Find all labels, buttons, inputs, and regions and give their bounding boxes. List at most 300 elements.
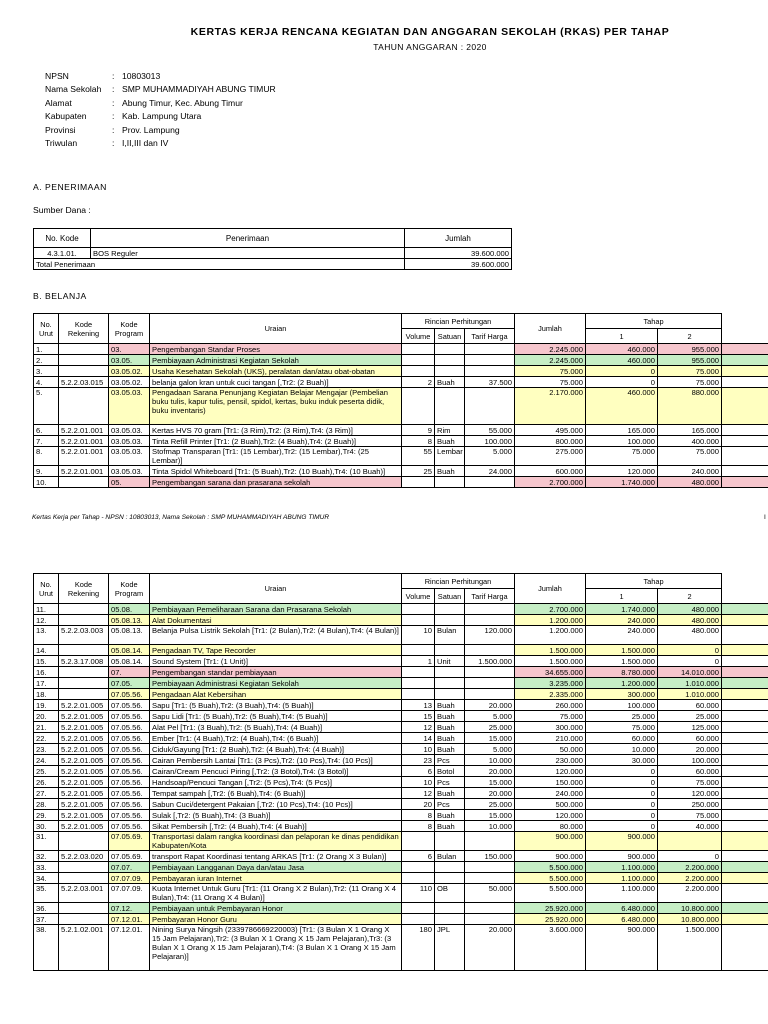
cell-uraian: Pengembangan Standar Proses bbox=[150, 344, 402, 355]
cell-kode-rekening: 5.2.3.17.008 bbox=[59, 656, 109, 667]
section-heading-belanja: B. BELANJA bbox=[33, 291, 87, 301]
cell-jumlah: 1.500.000 bbox=[515, 656, 586, 667]
cell-tahap-3 bbox=[722, 366, 768, 377]
cell-tahap-1: 1.740.000 bbox=[586, 477, 658, 488]
cell-kode-program: 07.05.56. bbox=[109, 799, 150, 810]
cell-jumlah: 1.500.000 bbox=[515, 645, 586, 656]
table-row bbox=[34, 903, 768, 914]
cell-tahap-1: 10.000 bbox=[586, 744, 658, 755]
cell-uraian: Tinta Spidol Whiteboard [Tr1: (5 Buah),Tr2: (10 Buah),Tr4: (10 Buah)] bbox=[150, 466, 402, 477]
cell-tahap-2: 75.000 bbox=[658, 810, 722, 821]
cell-no: 7. bbox=[34, 436, 59, 447]
cell-uraian: Sabun Cuci/detergent Pakaian [,Tr2: (10 Pcs),Tr4: (10 Pcs)] bbox=[150, 799, 402, 810]
cell-kode-program: 07. bbox=[109, 667, 150, 678]
cell-tahap-2: 2.200.000 bbox=[658, 884, 722, 903]
col-header-kode-rekening: Kode Rekening bbox=[59, 574, 109, 604]
cell-tahap-1: 240.000 bbox=[586, 615, 658, 626]
table-row bbox=[34, 914, 768, 925]
cell-tahap-1: 60.000 bbox=[586, 733, 658, 744]
cell-tahap-3 bbox=[722, 884, 768, 903]
cell-volume: 13 bbox=[402, 700, 435, 711]
cell-tahap-3 bbox=[722, 626, 768, 645]
cell-no: 20. bbox=[34, 711, 59, 722]
cell-jumlah: 300.000 bbox=[515, 722, 586, 733]
cell-tahap-2: 0 bbox=[658, 656, 722, 667]
cell-no: 28. bbox=[34, 799, 59, 810]
col-header-jumlah: Jumlah bbox=[515, 314, 586, 344]
cell-tarif: 120.000 bbox=[465, 626, 515, 645]
cell-uraian: Pengembangan standar pembiayaan bbox=[150, 667, 402, 678]
cell-kode-rekening: 5.2.2.01.005 bbox=[59, 733, 109, 744]
cell-uraian: Tempat sampah [,Tr2: (6 Buah),Tr4: (6 Buah)] bbox=[150, 788, 402, 799]
cell-tahap-1: 0 bbox=[586, 766, 658, 777]
cell-uraian: Cairan/Cream Pencuci Piring [,Tr2: (3 Botol),Tr4: (3 Botol)] bbox=[150, 766, 402, 777]
total-label: Total Penerimaan bbox=[34, 259, 405, 270]
cell-no: 36. bbox=[34, 903, 59, 914]
cell-tahap-3 bbox=[722, 689, 768, 700]
cell-volume: 12 bbox=[402, 722, 435, 733]
cell-volume: 55 bbox=[402, 447, 435, 466]
cell-no: 33. bbox=[34, 862, 59, 873]
cell-tarif bbox=[465, 388, 515, 425]
cell-kode-program: 07.05.69. bbox=[109, 851, 150, 862]
cell-kode-program: 05.08. bbox=[109, 604, 150, 615]
col-header-tahap: Tahap bbox=[586, 574, 722, 589]
table-row bbox=[34, 388, 768, 425]
cell-tahap-3 bbox=[722, 766, 768, 777]
cell-tahap-2: 120.000 bbox=[658, 788, 722, 799]
info-label: Kabupaten bbox=[45, 111, 87, 122]
cell-uraian: belanja galon kran untuk cuci tangan [,Tr2: (2 Buah)] bbox=[150, 377, 402, 388]
cell-no: 16. bbox=[34, 667, 59, 678]
cell-satuan: Buah bbox=[435, 722, 465, 733]
cell-kode-program: 07.12.01. bbox=[109, 925, 150, 971]
cell-tahap-3 bbox=[722, 355, 768, 366]
document-subtitle: TAHUN ANGGARAN : 2020 bbox=[373, 42, 487, 52]
cell-volume bbox=[402, 366, 435, 377]
table-row bbox=[34, 466, 768, 477]
cell-tahap-2: 165.000 bbox=[658, 425, 722, 436]
info-row-school-name: Nama Sekolah : SMP MUHAMMADIYAH ABUNG TIMUR bbox=[45, 84, 276, 95]
cell-kode-program: 07.05. bbox=[109, 678, 150, 689]
cell-jumlah: 75.000 bbox=[515, 366, 586, 377]
cell-volume bbox=[402, 832, 435, 851]
cell-tahap-3 bbox=[722, 832, 768, 851]
cell-tahap-3 bbox=[722, 656, 768, 667]
cell-kode-rekening: 5.2.2.01.005 bbox=[59, 722, 109, 733]
cell-uraian: Sound System [Tr1: (1 Unit)] bbox=[150, 656, 402, 667]
cell-no: 29. bbox=[34, 810, 59, 821]
cell-jumlah: 2.335.000 bbox=[515, 689, 586, 700]
cell-tahap-2: 14.010.000 bbox=[658, 667, 722, 678]
page-footer-number: I bbox=[764, 514, 766, 521]
cell-tahap-2: 75.000 bbox=[658, 377, 722, 388]
info-label: Provinsi bbox=[45, 124, 76, 135]
cell-no: 4. bbox=[34, 377, 59, 388]
cell-tahap-2: 75.000 bbox=[658, 366, 722, 377]
cell-no: 30. bbox=[34, 821, 59, 832]
cell-satuan bbox=[435, 355, 465, 366]
cell-jumlah: 240.000 bbox=[515, 788, 586, 799]
cell-volume: 15 bbox=[402, 711, 435, 722]
table-row bbox=[34, 884, 768, 903]
cell-uraian: Pengadaan Alat Kebersihan bbox=[150, 689, 402, 700]
cell-tahap-3 bbox=[722, 700, 768, 711]
cell-uraian: Kuota Internet Untuk Guru [Tr1: (11 Orang X 2 Bulan),Tr2: (11 Orang X 4 Bulan),Tr4: (11 Orang X 4 Bulan)] bbox=[150, 884, 402, 903]
cell-tahap-3 bbox=[722, 925, 768, 971]
cell-volume: 9 bbox=[402, 425, 435, 436]
cell-tahap-3 bbox=[722, 477, 768, 488]
cell-uraian: Sapu [Tr1: (5 Buah),Tr2: (3 Buah),Tr4: (5 Buah)] bbox=[150, 700, 402, 711]
cell-uraian: Usaha Kesehatan Sekolah (UKS), peralatan dan/atau obat-obatan bbox=[150, 366, 402, 377]
cell-tahap-2: 955.000 bbox=[658, 355, 722, 366]
table-row bbox=[34, 645, 768, 656]
cell-tahap-1: 0 bbox=[586, 799, 658, 810]
cell-satuan: Buah bbox=[435, 436, 465, 447]
cell-kode-program: 03.05.03. bbox=[109, 425, 150, 436]
cell-uraian: Pembiayaan Langganan Daya dan/atau Jasa bbox=[150, 862, 402, 873]
col-header-satuan: Satuan bbox=[435, 329, 465, 344]
cell-tahap-3 bbox=[722, 447, 768, 466]
table-row bbox=[34, 447, 768, 466]
cell-kode-rekening: 5.2.2.01.005 bbox=[59, 799, 109, 810]
cell-tahap-1: 1.200.000 bbox=[586, 678, 658, 689]
cell-kode-rekening bbox=[59, 832, 109, 851]
cell-tahap-2: 1.010.000 bbox=[658, 678, 722, 689]
cell-no: 23. bbox=[34, 744, 59, 755]
col-header-uraian: Uraian bbox=[150, 574, 402, 604]
cell-kode-program: 07.05.56. bbox=[109, 810, 150, 821]
cell-jumlah: 120.000 bbox=[515, 810, 586, 821]
cell-tahap-2: 100.000 bbox=[658, 755, 722, 766]
cell-jumlah: 2.170.000 bbox=[515, 388, 586, 425]
cell-volume bbox=[402, 604, 435, 615]
cell-penerimaan: BOS Reguler bbox=[91, 248, 405, 259]
table-row bbox=[34, 689, 768, 700]
cell-satuan bbox=[435, 873, 465, 884]
cell-kode-program: 07.05.56. bbox=[109, 744, 150, 755]
cell-jumlah: 3.235.000 bbox=[515, 678, 586, 689]
cell-tahap-2: 25.000 bbox=[658, 711, 722, 722]
cell-uraian: Stofmap Transparan [Tr1: (15 Lembar),Tr2: (15 Lembar),Tr4: (25 Lembar)] bbox=[150, 447, 402, 466]
cell-tahap-3 bbox=[722, 862, 768, 873]
col-header-tahap-1: 1 bbox=[586, 589, 658, 604]
cell-volume: 23 bbox=[402, 755, 435, 766]
cell-kode-rekening: 5.2.2.01.005 bbox=[59, 821, 109, 832]
cell-tahap-1: 75.000 bbox=[586, 447, 658, 466]
cell-no: 11. bbox=[34, 604, 59, 615]
cell-kode-rekening: 5.2.2.01.005 bbox=[59, 711, 109, 722]
cell-tahap-1: 240.000 bbox=[586, 626, 658, 645]
cell-satuan bbox=[435, 914, 465, 925]
cell-volume: 180 bbox=[402, 925, 435, 971]
cell-tarif bbox=[465, 862, 515, 873]
cell-tarif: 25.000 bbox=[465, 722, 515, 733]
cell-uraian: Pengadaan TV, Tape Recorder bbox=[150, 645, 402, 656]
cell-tahap-1: 460.000 bbox=[586, 388, 658, 425]
cell-no: 18. bbox=[34, 689, 59, 700]
table-row bbox=[34, 733, 768, 744]
cell-uraian: Handsoap/Pencuci Tangan [,Tr2: (5 Pcs),Tr4: (5 Pcs)] bbox=[150, 777, 402, 788]
cell-kode-program: 03.05.03. bbox=[109, 466, 150, 477]
cell-jumlah: 5.500.000 bbox=[515, 884, 586, 903]
cell-satuan: Buah bbox=[435, 788, 465, 799]
cell-volume bbox=[402, 903, 435, 914]
col-header-penerimaan: Penerimaan bbox=[91, 229, 405, 248]
cell-volume: 12 bbox=[402, 788, 435, 799]
cell-tarif: 10.000 bbox=[465, 755, 515, 766]
cell-tahap-1: 1.100.000 bbox=[586, 873, 658, 884]
info-label: Nama Sekolah bbox=[45, 84, 102, 95]
cell-tahap-2: 0 bbox=[658, 851, 722, 862]
cell-tahap-3 bbox=[722, 645, 768, 656]
cell-satuan bbox=[435, 388, 465, 425]
cell-kode-rekening: 5.2.2.01.005 bbox=[59, 766, 109, 777]
cell-tahap-2: 400.000 bbox=[658, 436, 722, 447]
info-row-address: Alamat : Abung Timur, Kec. Abung Timur bbox=[45, 97, 243, 108]
cell-tahap-3 bbox=[722, 722, 768, 733]
cell-kode-program: 07.05.56. bbox=[109, 722, 150, 733]
cell-satuan: Pcs bbox=[435, 777, 465, 788]
cell-no: 13. bbox=[34, 626, 59, 645]
cell-jumlah: 2.245.000 bbox=[515, 344, 586, 355]
cell-volume: 25 bbox=[402, 466, 435, 477]
col-header-satuan: Satuan bbox=[435, 589, 465, 604]
col-header-jumlah: Jumlah bbox=[405, 229, 512, 248]
cell-kode-rekening: 5.2.2.01.005 bbox=[59, 788, 109, 799]
cell-uraian: Alat Pel [Tr1: (3 Buah),Tr2: (5 Buah),Tr4: (4 Buah)] bbox=[150, 722, 402, 733]
cell-uraian: Pembayaran Honor Guru bbox=[150, 914, 402, 925]
cell-tahap-1: 0 bbox=[586, 821, 658, 832]
cell-kode-rekening: 5.2.2.01.005 bbox=[59, 810, 109, 821]
cell-satuan bbox=[435, 477, 465, 488]
table-row bbox=[34, 832, 768, 851]
cell-kode-program: 03. bbox=[109, 344, 150, 355]
cell-kode-program: 07.05.56. bbox=[109, 733, 150, 744]
cell-satuan bbox=[435, 903, 465, 914]
cell-tahap-1: 1.100.000 bbox=[586, 884, 658, 903]
cell-kode-rekening bbox=[59, 914, 109, 925]
cell-tahap-2: 1.010.000 bbox=[658, 689, 722, 700]
cell-tahap-2: 40.000 bbox=[658, 821, 722, 832]
cell-tarif bbox=[465, 615, 515, 626]
cell-volume: 10 bbox=[402, 626, 435, 645]
cell-tahap-3 bbox=[722, 788, 768, 799]
table-header-row bbox=[34, 229, 512, 248]
cell-satuan: Bulan bbox=[435, 626, 465, 645]
cell-tahap-3 bbox=[722, 466, 768, 477]
cell-tahap-2: 250.000 bbox=[658, 799, 722, 810]
col-header-rincian: Rincian Perhitungan bbox=[402, 314, 515, 329]
cell-tahap-2: 20.000 bbox=[658, 744, 722, 755]
cell-tahap-1: 1.100.000 bbox=[586, 862, 658, 873]
cell-volume: 14 bbox=[402, 733, 435, 744]
cell-satuan bbox=[435, 645, 465, 656]
cell-tahap-2: 480.000 bbox=[658, 626, 722, 645]
table-row bbox=[34, 615, 768, 626]
col-header-tarif: Tarif Harga bbox=[465, 589, 515, 604]
cell-tarif bbox=[465, 832, 515, 851]
cell-tahap-2: 60.000 bbox=[658, 733, 722, 744]
cell-kode-rekening bbox=[59, 862, 109, 873]
cell-volume: 110 bbox=[402, 884, 435, 903]
cell-uraian: Pengembangan sarana dan prasarana sekolah bbox=[150, 477, 402, 488]
cell-kode-rekening bbox=[59, 903, 109, 914]
cell-tarif: 55.000 bbox=[465, 425, 515, 436]
cell-tahap-1: 1.500.000 bbox=[586, 645, 658, 656]
cell-volume bbox=[402, 689, 435, 700]
cell-tahap-1: 460.000 bbox=[586, 355, 658, 366]
table-row bbox=[34, 744, 768, 755]
cell-tahap-2: 75.000 bbox=[658, 777, 722, 788]
cell-no: 26. bbox=[34, 777, 59, 788]
col-header-tahap: Tahap bbox=[586, 314, 722, 329]
cell-uraian: Belanja Pulsa Listrik Sekolah [Tr1: (2 Bulan),Tr2: (4 Bulan),Tr4: (4 Bulan)] bbox=[150, 626, 402, 645]
cell-kode-rekening: 5.2.1.02.001 bbox=[59, 925, 109, 971]
cell-no: 34. bbox=[34, 873, 59, 884]
cell-volume: 8 bbox=[402, 810, 435, 821]
cell-kode-program: 07.07.09. bbox=[109, 884, 150, 903]
table-row bbox=[34, 700, 768, 711]
info-value: Abung Timur, Kec. Abung Timur bbox=[122, 97, 243, 108]
cell-jumlah: 75.000 bbox=[515, 377, 586, 388]
cell-kode-program: 07.05.56. bbox=[109, 711, 150, 722]
cell-tarif bbox=[465, 873, 515, 884]
cell-kode-program: 07.05.56. bbox=[109, 777, 150, 788]
cell-tahap-1: 6.480.000 bbox=[586, 903, 658, 914]
cell-volume bbox=[402, 388, 435, 425]
cell-tahap-2: 125.000 bbox=[658, 722, 722, 733]
cell-tarif: 25.000 bbox=[465, 799, 515, 810]
cell-satuan: Buah bbox=[435, 733, 465, 744]
cell-tahap-3 bbox=[722, 711, 768, 722]
table-row bbox=[34, 425, 768, 436]
cell-uraian: Pembiayaan untuk Pembayaran Honor bbox=[150, 903, 402, 914]
table-row bbox=[34, 711, 768, 722]
cell-kode-program: 05. bbox=[109, 477, 150, 488]
cell-tahap-2: 10.800.000 bbox=[658, 914, 722, 925]
cell-tahap-2: 880.000 bbox=[658, 388, 722, 425]
cell-uraian: Pembiayaan Pemeliharaan Sarana dan Prasarana Sekolah bbox=[150, 604, 402, 615]
cell-tahap-1: 1.740.000 bbox=[586, 604, 658, 615]
cell-tahap-1: 0 bbox=[586, 777, 658, 788]
cell-no: 24. bbox=[34, 755, 59, 766]
cell-tarif: 20.000 bbox=[465, 700, 515, 711]
table-row bbox=[34, 851, 768, 862]
cell-satuan bbox=[435, 344, 465, 355]
cell-tahap-1: 8.780.000 bbox=[586, 667, 658, 678]
cell-kode-rekening: 5.2.2.03.001 bbox=[59, 884, 109, 903]
cell-tarif bbox=[465, 366, 515, 377]
col-header-rincian: Rincian Perhitungan bbox=[402, 574, 515, 589]
cell-jumlah: 39.600.000 bbox=[405, 248, 512, 259]
cell-tarif bbox=[465, 344, 515, 355]
cell-volume bbox=[402, 477, 435, 488]
cell-uraian: transport Rapat Koordinasi tentang ARKAS [Tr1: (2 Orang X 3 Bulan)] bbox=[150, 851, 402, 862]
cell-no: 3. bbox=[34, 366, 59, 377]
cell-volume: 10 bbox=[402, 777, 435, 788]
cell-tahap-1: 1.500.000 bbox=[586, 656, 658, 667]
info-row-quarter: Triwulan : I,II,III dan IV bbox=[45, 138, 169, 149]
cell-uraian: Alat Dokumentasi bbox=[150, 615, 402, 626]
table-row bbox=[34, 862, 768, 873]
cell-kode-rekening bbox=[59, 604, 109, 615]
table-row bbox=[34, 626, 768, 645]
cell-tahap-2: 60.000 bbox=[658, 766, 722, 777]
section-heading-penerimaan: A. PENERIMAAN bbox=[33, 182, 107, 192]
col-header-tahap-2: 2 bbox=[658, 589, 722, 604]
cell-satuan bbox=[435, 862, 465, 873]
cell-uraian: Sikat Pembersih [,Tr2: (4 Buah),Tr4: (4 Buah)] bbox=[150, 821, 402, 832]
cell-jumlah: 500.000 bbox=[515, 799, 586, 810]
cell-tahap-1: 100.000 bbox=[586, 436, 658, 447]
col-header-no-urut: No. Urut bbox=[34, 574, 59, 604]
cell-kode-program: 03.05.02. bbox=[109, 366, 150, 377]
table-row bbox=[34, 810, 768, 821]
cell-jumlah: 900.000 bbox=[515, 832, 586, 851]
cell-tahap-3 bbox=[722, 377, 768, 388]
cell-satuan: Rim bbox=[435, 425, 465, 436]
cell-no: 6. bbox=[34, 425, 59, 436]
cell-jumlah: 34.655.000 bbox=[515, 667, 586, 678]
cell-satuan: Buah bbox=[435, 377, 465, 388]
cell-tahap-1: 6.480.000 bbox=[586, 914, 658, 925]
cell-satuan bbox=[435, 604, 465, 615]
cell-tarif: 20.000 bbox=[465, 925, 515, 971]
cell-no: 37. bbox=[34, 914, 59, 925]
cell-tarif bbox=[465, 689, 515, 700]
cell-volume bbox=[402, 678, 435, 689]
cell-uraian: Sapu Lidi [Tr1: (5 Buah),Tr2: (5 Buah),Tr4: (5 Buah)] bbox=[150, 711, 402, 722]
total-row bbox=[34, 259, 512, 270]
cell-uraian: Kertas HVS 70 gram [Tr1: (3 Rim),Tr2: (3 Rim),Tr4: (3 Rim)] bbox=[150, 425, 402, 436]
col-header-no-urut: No. Urut bbox=[34, 314, 59, 344]
belanja-table-page2 bbox=[33, 573, 768, 971]
cell-kode-rekening: 5.2.2.03.003 bbox=[59, 626, 109, 645]
cell-satuan: OB bbox=[435, 884, 465, 903]
cell-tarif bbox=[465, 645, 515, 656]
cell-tarif: 15.000 bbox=[465, 777, 515, 788]
cell-tahap-1: 75.000 bbox=[586, 722, 658, 733]
col-header-tarif: Tarif Harga bbox=[465, 329, 515, 344]
cell-jumlah: 260.000 bbox=[515, 700, 586, 711]
cell-uraian: Pembayaran iuran Internet bbox=[150, 873, 402, 884]
cell-jumlah: 230.000 bbox=[515, 755, 586, 766]
cell-jumlah: 800.000 bbox=[515, 436, 586, 447]
cell-tahap-3 bbox=[722, 344, 768, 355]
cell-tahap-3 bbox=[722, 604, 768, 615]
table-header-row bbox=[34, 314, 768, 329]
cell-tahap-1: 460.000 bbox=[586, 344, 658, 355]
cell-satuan: Bulan bbox=[435, 851, 465, 862]
info-value: Kab. Lampung Utara bbox=[122, 111, 202, 122]
cell-uraian: Tinta Refill Printer [Tr1: (2 Buah),Tr2: (4 Buah),Tr4: (2 Buah)] bbox=[150, 436, 402, 447]
cell-uraian: Sulak [,Tr2: (5 Buah),Tr4: (3 Buah)] bbox=[150, 810, 402, 821]
cell-kode-program: 05.08.13. bbox=[109, 626, 150, 645]
cell-kode-program: 07.07.09. bbox=[109, 873, 150, 884]
cell-jumlah: 1.200.000 bbox=[515, 615, 586, 626]
cell-tahap-2: 60.000 bbox=[658, 700, 722, 711]
cell-kode-rekening bbox=[59, 366, 109, 377]
cell-uraian: Pembiayaan Administrasi Kegiatan Sekolah bbox=[150, 678, 402, 689]
cell-tahap-2: 480.000 bbox=[658, 477, 722, 488]
info-label: Alamat bbox=[45, 97, 72, 108]
cell-jumlah: 25.920.000 bbox=[515, 914, 586, 925]
cell-tarif: 15.000 bbox=[465, 810, 515, 821]
cell-tahap-3 bbox=[722, 388, 768, 425]
cell-no: 35. bbox=[34, 884, 59, 903]
cell-volume: 1 bbox=[402, 656, 435, 667]
